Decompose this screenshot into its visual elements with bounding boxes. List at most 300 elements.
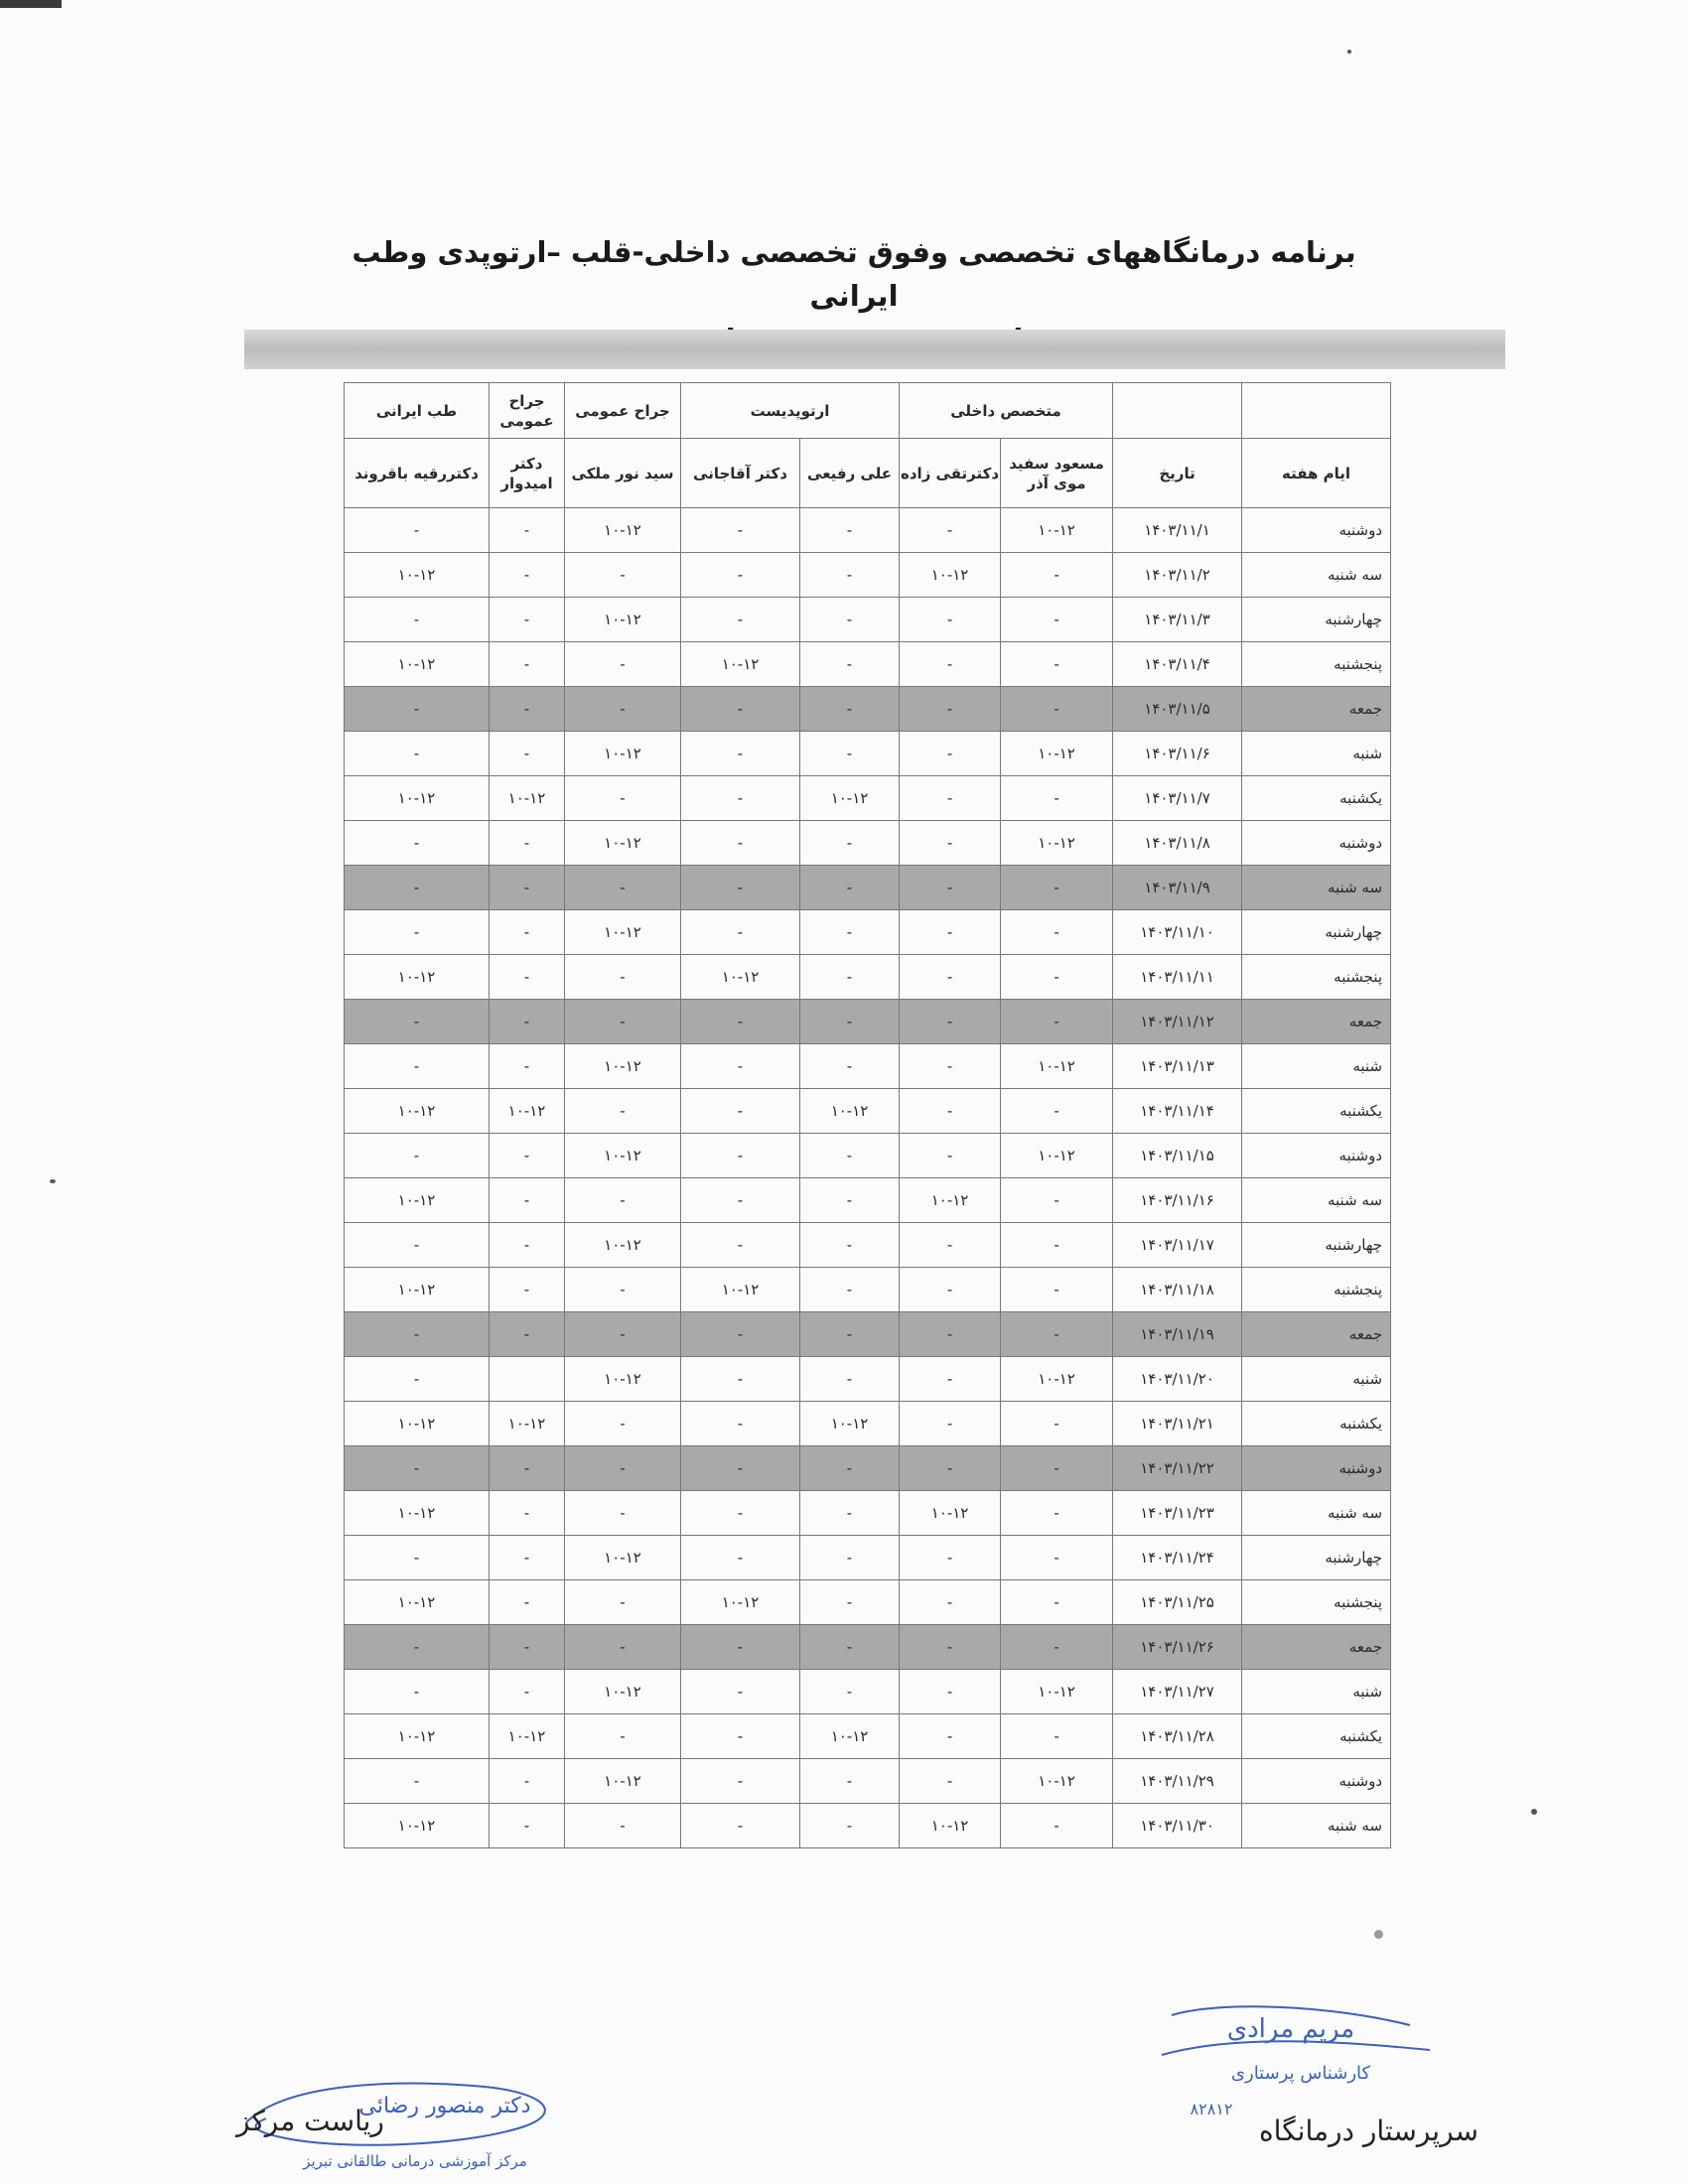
- dr-taghizadeh-cell: -: [900, 1714, 1001, 1759]
- date-cell: ۱۴۰۳/۱۱/۲۴: [1113, 1536, 1242, 1580]
- dr-rafiei-cell: -: [800, 1134, 900, 1178]
- date-cell: ۱۴۰۳/۱۱/۱۸: [1113, 1268, 1242, 1312]
- dr-rafiei-cell: ۱۰-۱۲: [800, 776, 900, 821]
- date-cell: ۱۴۰۳/۱۱/۱۳: [1113, 1044, 1242, 1089]
- dr-taghizadeh-cell: -: [900, 687, 1001, 732]
- dr-aghajani-cell: -: [681, 821, 800, 866]
- date-cell: ۱۴۰۳/۱۱/۱۶: [1113, 1178, 1242, 1223]
- dr-omidvar-cell: -: [490, 1268, 565, 1312]
- dr-omidvar-cell: [490, 1357, 565, 1402]
- dr-malaki-cell: -: [565, 1089, 681, 1134]
- dr-aghajani-cell: ۱۰-۱۲: [681, 1268, 800, 1312]
- dr-masoud-cell: ۱۰-۱۲: [1001, 732, 1113, 776]
- dr-baghervand-cell: -: [345, 866, 490, 910]
- dr-masoud-cell: -: [1001, 1714, 1113, 1759]
- dr-baghervand-cell: -: [345, 1000, 490, 1044]
- column-header-dr-aghajani: دکتر آقاجانی: [681, 439, 800, 508]
- group-header-orthopedist: ارتوپدیست: [681, 383, 900, 439]
- dr-aghajani-cell: -: [681, 1402, 800, 1446]
- weekday-cell: دوشنبه: [1242, 1759, 1391, 1804]
- dr-malaki-cell: -: [565, 1000, 681, 1044]
- dr-baghervand-cell: ۱۰-۱۲: [345, 1580, 490, 1625]
- weekday-cell: سه شنبه: [1242, 1178, 1391, 1223]
- dr-taghizadeh-cell: -: [900, 1402, 1001, 1446]
- dr-masoud-cell: -: [1001, 598, 1113, 642]
- table-row: [345, 1268, 1391, 1312]
- date-cell: ۱۴۰۳/۱۱/۲۲: [1113, 1446, 1242, 1491]
- dr-aghajani-cell: ۱۰-۱۲: [681, 955, 800, 1000]
- group-header-empty-2: [1113, 383, 1242, 439]
- dr-omidvar-cell: ۱۰-۱۲: [490, 1089, 565, 1134]
- date-cell: ۱۴۰۳/۱۱/۵: [1113, 687, 1242, 732]
- table-row-closed: [345, 687, 1391, 732]
- dr-aghajani-cell: -: [681, 1625, 800, 1670]
- dr-taghizadeh-cell: ۱۰-۱۲: [900, 1491, 1001, 1536]
- date-cell: ۱۴۰۳/۱۱/۲۵: [1113, 1580, 1242, 1625]
- dr-taghizadeh-cell: -: [900, 1670, 1001, 1714]
- dr-malaki-cell: ۱۰-۱۲: [565, 1536, 681, 1580]
- dr-taghizadeh-cell: -: [900, 1312, 1001, 1357]
- dr-masoud-cell: -: [1001, 1178, 1113, 1223]
- weekday-cell: یکشنبه: [1242, 1089, 1391, 1134]
- table-row: [345, 1089, 1391, 1134]
- date-cell: ۱۴۰۳/۱۱/۲۳: [1113, 1491, 1242, 1536]
- dr-aghajani-cell: -: [681, 1044, 800, 1089]
- dr-taghizadeh-cell: -: [900, 1625, 1001, 1670]
- weekday-cell: یکشنبه: [1242, 1714, 1391, 1759]
- date-cell: ۱۴۰۳/۱۱/۱: [1113, 508, 1242, 553]
- dr-taghizadeh-cell: -: [900, 1134, 1001, 1178]
- date-cell: ۱۴۰۳/۱۱/۳: [1113, 598, 1242, 642]
- dr-omidvar-cell: -: [490, 1580, 565, 1625]
- scan-speck: [50, 1179, 56, 1183]
- dr-baghervand-cell: ۱۰-۱۲: [345, 1714, 490, 1759]
- dr-aghajani-cell: -: [681, 553, 800, 598]
- date-cell: ۱۴۰۳/۱۱/۱۵: [1113, 1134, 1242, 1178]
- dr-rafiei-cell: -: [800, 508, 900, 553]
- dr-rafiei-cell: -: [800, 955, 900, 1000]
- dr-masoud-cell: -: [1001, 1625, 1113, 1670]
- column-header-dr-rafiei: علی رفیعی: [800, 439, 900, 508]
- weekday-cell: یکشنبه: [1242, 776, 1391, 821]
- dr-aghajani-cell: -: [681, 598, 800, 642]
- dr-malaki-cell: ۱۰-۱۲: [565, 1357, 681, 1402]
- dr-baghervand-cell: -: [345, 821, 490, 866]
- table-row-closed: [345, 1312, 1391, 1357]
- dr-masoud-cell: -: [1001, 642, 1113, 687]
- date-cell: ۱۴۰۳/۱۱/۱۹: [1113, 1312, 1242, 1357]
- head-nurse-label: سرپرستار درمانگاه: [1259, 2115, 1478, 2147]
- group-header-row: [345, 383, 1391, 439]
- dr-aghajani-cell: -: [681, 508, 800, 553]
- dr-malaki-cell: ۱۰-۱۲: [565, 1670, 681, 1714]
- dr-taghizadeh-cell: -: [900, 821, 1001, 866]
- dr-rafiei-cell: -: [800, 553, 900, 598]
- dr-baghervand-cell: -: [345, 1134, 490, 1178]
- dr-rafiei-cell: -: [800, 1804, 900, 1848]
- date-cell: ۱۴۰۳/۱۱/۶: [1113, 732, 1242, 776]
- weekday-cell: سه شنبه: [1242, 1491, 1391, 1536]
- dr-aghajani-cell: -: [681, 1357, 800, 1402]
- group-header-general-surgeon-1: جراح عمومی: [565, 383, 681, 439]
- weekday-cell: جمعه: [1242, 1000, 1391, 1044]
- date-cell: ۱۴۰۳/۱۱/۹: [1113, 866, 1242, 910]
- dr-rafiei-cell: -: [800, 1759, 900, 1804]
- table-row: [345, 732, 1391, 776]
- weekday-cell: چهارشنبه: [1242, 1223, 1391, 1268]
- dr-masoud-cell: ۱۰-۱۲: [1001, 1759, 1113, 1804]
- column-header-dr-omidvar: دکتر امیدوار: [490, 439, 565, 508]
- dr-omidvar-cell: ۱۰-۱۲: [490, 1402, 565, 1446]
- dr-malaki-cell: -: [565, 1491, 681, 1536]
- schedule-table-container: [344, 382, 1390, 1848]
- weekday-cell: دوشنبه: [1242, 821, 1391, 866]
- date-cell: ۱۴۰۳/۱۱/۲۰: [1113, 1357, 1242, 1402]
- head-nurse-stamp-number: ۸۲۸۱۲: [1190, 2100, 1233, 2118]
- dr-taghizadeh-cell: -: [900, 1223, 1001, 1268]
- dr-baghervand-cell: ۱۰-۱۲: [345, 1268, 490, 1312]
- column-header-weekday: ایام هفته: [1242, 439, 1391, 508]
- dr-baghervand-cell: ۱۰-۱۲: [345, 553, 490, 598]
- dr-malaki-cell: -: [565, 553, 681, 598]
- table-row: [345, 1759, 1391, 1804]
- table-row: [345, 821, 1391, 866]
- dr-omidvar-cell: ۱۰-۱۲: [490, 776, 565, 821]
- dr-taghizadeh-cell: -: [900, 508, 1001, 553]
- dr-masoud-cell: ۱۰-۱۲: [1001, 1357, 1113, 1402]
- date-cell: ۱۴۰۳/۱۱/۷: [1113, 776, 1242, 821]
- dr-omidvar-cell: -: [490, 1804, 565, 1848]
- group-header-persian-medicine: طب ایرانی: [345, 383, 490, 439]
- date-cell: ۱۴۰۳/۱۱/۱۷: [1113, 1223, 1242, 1268]
- dr-malaki-cell: -: [565, 1446, 681, 1491]
- weekday-cell: پنجشنبه: [1242, 955, 1391, 1000]
- dr-omidvar-cell: -: [490, 508, 565, 553]
- dr-aghajani-cell: -: [681, 1491, 800, 1536]
- weekday-cell: شنبه: [1242, 1044, 1391, 1089]
- table-row: [345, 1134, 1391, 1178]
- dr-rafiei-cell: -: [800, 732, 900, 776]
- dr-baghervand-cell: -: [345, 1223, 490, 1268]
- dr-taghizadeh-cell: -: [900, 1580, 1001, 1625]
- dr-aghajani-cell: -: [681, 732, 800, 776]
- dr-rafiei-cell: -: [800, 1446, 900, 1491]
- dr-rafiei-cell: -: [800, 1000, 900, 1044]
- dr-omidvar-cell: -: [490, 1044, 565, 1089]
- dr-baghervand-cell: -: [345, 1759, 490, 1804]
- dr-rafiei-cell: ۱۰-۱۲: [800, 1714, 900, 1759]
- dr-taghizadeh-cell: ۱۰-۱۲: [900, 1178, 1001, 1223]
- dr-baghervand-cell: ۱۰-۱۲: [345, 1491, 490, 1536]
- weekday-cell: چهارشنبه: [1242, 910, 1391, 955]
- dr-masoud-cell: -: [1001, 1000, 1113, 1044]
- table-row: [345, 955, 1391, 1000]
- dr-malaki-cell: ۱۰-۱۲: [565, 508, 681, 553]
- column-header-dr-taghizadeh: دکترتقی زاده: [900, 439, 1001, 508]
- weekday-cell: شنبه: [1242, 1357, 1391, 1402]
- dr-aghajani-cell: -: [681, 1312, 800, 1357]
- dr-taghizadeh-cell: -: [900, 1089, 1001, 1134]
- dr-malaki-cell: -: [565, 866, 681, 910]
- dr-taghizadeh-cell: -: [900, 1759, 1001, 1804]
- table-row: [345, 1402, 1391, 1446]
- dr-malaki-cell: ۱۰-۱۲: [565, 1759, 681, 1804]
- dr-malaki-cell: ۱۰-۱۲: [565, 732, 681, 776]
- table-row: [345, 1670, 1391, 1714]
- dr-baghervand-cell: -: [345, 910, 490, 955]
- date-cell: ۱۴۰۳/۱۱/۱۲: [1113, 1000, 1242, 1044]
- date-cell: ۱۴۰۳/۱۱/۸: [1113, 821, 1242, 866]
- dr-malaki-cell: -: [565, 776, 681, 821]
- date-cell: ۱۴۰۳/۱۱/۲۷: [1113, 1670, 1242, 1714]
- weekday-cell: پنجشنبه: [1242, 1268, 1391, 1312]
- table-row: [345, 1714, 1391, 1759]
- dr-rafiei-cell: -: [800, 1491, 900, 1536]
- dr-omidvar-cell: -: [490, 598, 565, 642]
- table-row: [345, 642, 1391, 687]
- dr-rafiei-cell: -: [800, 1268, 900, 1312]
- dr-aghajani-cell: -: [681, 1446, 800, 1491]
- dr-masoud-cell: -: [1001, 1580, 1113, 1625]
- dr-masoud-cell: ۱۰-۱۲: [1001, 1134, 1113, 1178]
- dr-aghajani-cell: ۱۰-۱۲: [681, 1580, 800, 1625]
- dr-baghervand-cell: -: [345, 1670, 490, 1714]
- dr-omidvar-cell: -: [490, 687, 565, 732]
- dr-malaki-cell: ۱۰-۱۲: [565, 910, 681, 955]
- dr-omidvar-cell: -: [490, 866, 565, 910]
- dr-masoud-cell: -: [1001, 1446, 1113, 1491]
- dr-rafiei-cell: -: [800, 866, 900, 910]
- column-header-date: تاریخ: [1113, 439, 1242, 508]
- dr-malaki-cell: ۱۰-۱۲: [565, 1223, 681, 1268]
- dr-omidvar-cell: -: [490, 1491, 565, 1536]
- weekday-cell: سه شنبه: [1242, 1804, 1391, 1848]
- dr-masoud-cell: -: [1001, 866, 1113, 910]
- dr-aghajani-cell: -: [681, 910, 800, 955]
- scan-speck: [1374, 1930, 1383, 1939]
- date-cell: ۱۴۰۳/۱۱/۱۱: [1113, 955, 1242, 1000]
- date-cell: ۱۴۰۳/۱۱/۲۹: [1113, 1759, 1242, 1804]
- dr-masoud-cell: ۱۰-۱۲: [1001, 821, 1113, 866]
- dr-masoud-cell: -: [1001, 1223, 1113, 1268]
- date-cell: ۱۴۰۳/۱۱/۴: [1113, 642, 1242, 687]
- dr-malaki-cell: -: [565, 1714, 681, 1759]
- dr-omidvar-cell: -: [490, 1625, 565, 1670]
- date-cell: ۱۴۰۳/۱۱/۲: [1113, 553, 1242, 598]
- weekday-cell: شنبه: [1242, 732, 1391, 776]
- dr-masoud-cell: -: [1001, 1536, 1113, 1580]
- dr-taghizadeh-cell: -: [900, 732, 1001, 776]
- weekday-cell: پنجشنبه: [1242, 642, 1391, 687]
- dr-aghajani-cell: -: [681, 1000, 800, 1044]
- dr-masoud-cell: -: [1001, 910, 1113, 955]
- weekday-cell: چهارشنبه: [1242, 598, 1391, 642]
- column-header-dr-baghervand: دکتررقیه باقروند: [345, 439, 490, 508]
- weekday-cell: شنبه: [1242, 1670, 1391, 1714]
- date-cell: ۱۴۰۳/۱۱/۲۸: [1113, 1714, 1242, 1759]
- dr-taghizadeh-cell: ۱۰-۱۲: [900, 1804, 1001, 1848]
- dr-omidvar-cell: -: [490, 1223, 565, 1268]
- dr-rafiei-cell: -: [800, 598, 900, 642]
- dr-taghizadeh-cell: -: [900, 866, 1001, 910]
- column-header-dr-malaki: سید نور ملکی: [565, 439, 681, 508]
- head-nurse-stamp-text: کارشناس پرستاری: [1230, 2063, 1371, 2084]
- group-header-internal: متخصص داخلی: [900, 383, 1113, 439]
- weekday-cell: سه شنبه: [1242, 866, 1391, 910]
- dr-aghajani-cell: ۱۰-۱۲: [681, 642, 800, 687]
- dr-baghervand-cell: -: [345, 508, 490, 553]
- dr-taghizadeh-cell: -: [900, 1000, 1001, 1044]
- dr-baghervand-cell: ۱۰-۱۲: [345, 1178, 490, 1223]
- dr-masoud-cell: -: [1001, 1804, 1113, 1848]
- dr-masoud-cell: ۱۰-۱۲: [1001, 1044, 1113, 1089]
- scan-speck: [1531, 1809, 1537, 1815]
- dr-baghervand-cell: -: [345, 1312, 490, 1357]
- dr-malaki-cell: -: [565, 1178, 681, 1223]
- dr-taghizadeh-cell: -: [900, 955, 1001, 1000]
- dr-rafiei-cell: -: [800, 1670, 900, 1714]
- table-row: [345, 1044, 1391, 1089]
- dr-rafiei-cell: -: [800, 642, 900, 687]
- scan-corner-mark: [0, 0, 62, 8]
- dr-rafiei-cell: -: [800, 1625, 900, 1670]
- dr-rafiei-cell: -: [800, 821, 900, 866]
- dr-taghizadeh-cell: -: [900, 1268, 1001, 1312]
- dr-aghajani-cell: -: [681, 866, 800, 910]
- dr-malaki-cell: -: [565, 1312, 681, 1357]
- table-row: [345, 1536, 1391, 1580]
- dr-omidvar-cell: -: [490, 732, 565, 776]
- dr-aghajani-cell: -: [681, 1134, 800, 1178]
- column-header-row: [345, 439, 1391, 508]
- dr-omidvar-cell: -: [490, 1446, 565, 1491]
- dr-masoud-cell: ۱۰-۱۲: [1001, 508, 1113, 553]
- dr-masoud-cell: ۱۰-۱۲: [1001, 1670, 1113, 1714]
- dr-omidvar-cell: -: [490, 1670, 565, 1714]
- dr-baghervand-cell: ۱۰-۱۲: [345, 1089, 490, 1134]
- dr-baghervand-cell: ۱۰-۱۲: [345, 776, 490, 821]
- date-cell: ۱۴۰۳/۱۱/۱۰: [1113, 910, 1242, 955]
- dr-malaki-cell: -: [565, 1580, 681, 1625]
- dr-taghizadeh-cell: -: [900, 598, 1001, 642]
- table-row: [345, 1357, 1391, 1402]
- date-cell: ۱۴۰۳/۱۱/۳۰: [1113, 1804, 1242, 1848]
- date-cell: ۱۴۰۳/۱۱/۱۴: [1113, 1089, 1242, 1134]
- dr-baghervand-cell: -: [345, 598, 490, 642]
- dr-taghizadeh-cell: -: [900, 1536, 1001, 1580]
- weekday-cell: دوشنبه: [1242, 508, 1391, 553]
- weekday-cell: جمعه: [1242, 687, 1391, 732]
- dr-masoud-cell: -: [1001, 1491, 1113, 1536]
- table-row: [345, 598, 1391, 642]
- dr-taghizadeh-cell: -: [900, 642, 1001, 687]
- dr-masoud-cell: -: [1001, 687, 1113, 732]
- dr-omidvar-cell: -: [490, 1759, 565, 1804]
- dr-aghajani-cell: -: [681, 1670, 800, 1714]
- dr-aghajani-cell: -: [681, 1089, 800, 1134]
- table-row: [345, 1223, 1391, 1268]
- dr-malaki-cell: ۱۰-۱۲: [565, 598, 681, 642]
- dr-baghervand-cell: ۱۰-۱۲: [345, 955, 490, 1000]
- dr-aghajani-cell: -: [681, 1804, 800, 1848]
- table-row: [345, 553, 1391, 598]
- table-row: [345, 508, 1391, 553]
- dr-masoud-cell: -: [1001, 955, 1113, 1000]
- table-row: [345, 776, 1391, 821]
- dr-masoud-cell: -: [1001, 776, 1113, 821]
- dr-aghajani-cell: -: [681, 1178, 800, 1223]
- dr-omidvar-cell: ۱۰-۱۲: [490, 1714, 565, 1759]
- weekday-cell: جمعه: [1242, 1625, 1391, 1670]
- table-row: [345, 1580, 1391, 1625]
- dr-taghizadeh-cell: -: [900, 776, 1001, 821]
- dr-rafiei-cell: ۱۰-۱۲: [800, 1089, 900, 1134]
- dr-omidvar-cell: -: [490, 955, 565, 1000]
- dr-aghajani-cell: -: [681, 1714, 800, 1759]
- director-signature-text: دکتر منصور رضائی: [358, 2094, 531, 2118]
- dr-masoud-cell: -: [1001, 553, 1113, 598]
- dr-aghajani-cell: -: [681, 1223, 800, 1268]
- dr-rafiei-cell: ۱۰-۱۲: [800, 1402, 900, 1446]
- head-nurse-signature: [1132, 1995, 1450, 2134]
- dr-aghajani-cell: -: [681, 1536, 800, 1580]
- dr-baghervand-cell: -: [345, 1357, 490, 1402]
- dr-taghizadeh-cell: -: [900, 910, 1001, 955]
- dr-rafiei-cell: -: [800, 1178, 900, 1223]
- table-row: [345, 1804, 1391, 1848]
- weekday-cell: پنجشنبه: [1242, 1580, 1391, 1625]
- dr-rafiei-cell: -: [800, 687, 900, 732]
- dr-taghizadeh-cell: ۱۰-۱۲: [900, 553, 1001, 598]
- table-row-closed: [345, 866, 1391, 910]
- table-row-closed: [345, 1000, 1391, 1044]
- head-nurse-signature-text: مریم مرادی: [1226, 2014, 1355, 2044]
- dr-omidvar-cell: -: [490, 642, 565, 687]
- table-row: [345, 1178, 1391, 1223]
- dr-malaki-cell: -: [565, 642, 681, 687]
- weekday-cell: یکشنبه: [1242, 1402, 1391, 1446]
- column-header-dr-masoud: مسعود سفید موی آذر: [1001, 439, 1113, 508]
- director-stamp-text: مرکز آموزشی درمانی طالقانی تبریز: [303, 2152, 527, 2170]
- dr-malaki-cell: -: [565, 1804, 681, 1848]
- dr-baghervand-cell: -: [345, 687, 490, 732]
- dr-baghervand-cell: ۱۰-۱۲: [345, 1402, 490, 1446]
- group-header-general-surgeon-2: جراح عمومی: [490, 383, 565, 439]
- dr-baghervand-cell: -: [345, 1446, 490, 1491]
- dr-rafiei-cell: -: [800, 1536, 900, 1580]
- dr-malaki-cell: ۱۰-۱۲: [565, 821, 681, 866]
- dr-baghervand-cell: -: [345, 1044, 490, 1089]
- weekday-cell: دوشنبه: [1242, 1446, 1391, 1491]
- dr-malaki-cell: -: [565, 1625, 681, 1670]
- dr-malaki-cell: -: [565, 955, 681, 1000]
- dr-aghajani-cell: -: [681, 776, 800, 821]
- dr-malaki-cell: -: [565, 687, 681, 732]
- dr-omidvar-cell: -: [490, 1178, 565, 1223]
- title-line-1: برنامه درمانگاههای تخصصی وفوق تخصصی داخلی-قلب –ارتوپدی وطب ایرانی: [352, 235, 1356, 313]
- dr-masoud-cell: -: [1001, 1312, 1113, 1357]
- dr-baghervand-cell: ۱۰-۱۲: [345, 1804, 490, 1848]
- scan-speck: [1347, 50, 1351, 54]
- dr-baghervand-cell: -: [345, 732, 490, 776]
- dr-taghizadeh-cell: -: [900, 1357, 1001, 1402]
- dr-malaki-cell: ۱۰-۱۲: [565, 1044, 681, 1089]
- date-cell: ۱۴۰۳/۱۱/۲۱: [1113, 1402, 1242, 1446]
- dr-masoud-cell: -: [1001, 1268, 1113, 1312]
- dr-masoud-cell: -: [1001, 1089, 1113, 1134]
- dr-rafiei-cell: -: [800, 1312, 900, 1357]
- weekday-cell: دوشنبه: [1242, 1134, 1391, 1178]
